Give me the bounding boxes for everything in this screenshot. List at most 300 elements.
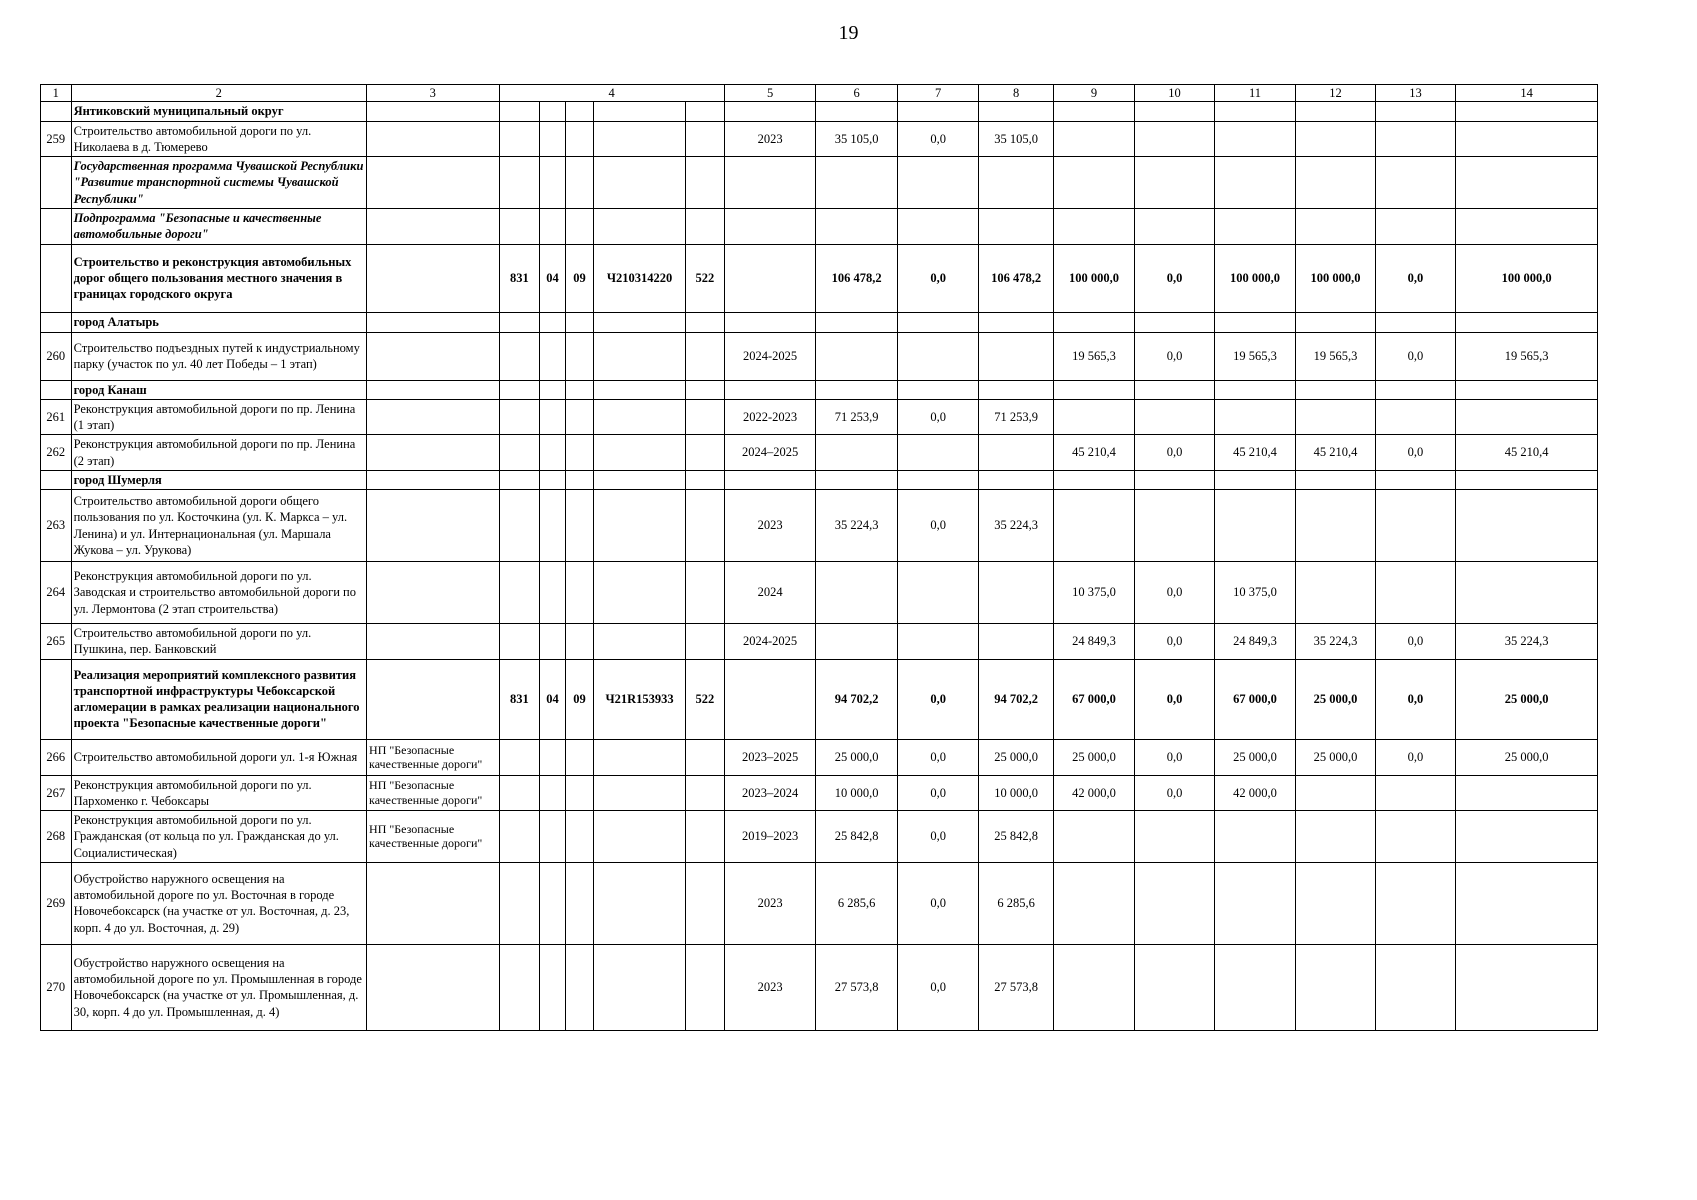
code-section [540, 490, 565, 562]
value-v8 [979, 562, 1053, 624]
code-expense-type [685, 490, 724, 562]
value-v9: 67 000,0 [1053, 659, 1135, 739]
value-v10: 0,0 [1135, 739, 1214, 775]
section-row [41, 470, 1598, 489]
value-v13 [1375, 562, 1455, 624]
value-v10: 0,0 [1135, 659, 1214, 739]
row-number [41, 659, 72, 739]
code-section [540, 624, 565, 660]
empty-cell [1375, 209, 1455, 245]
funding-source: НП "Безопасные качественные дороги" [367, 739, 499, 775]
row-number: 270 [41, 944, 72, 1030]
code-ministry [499, 490, 540, 562]
code-ministry [499, 435, 540, 471]
item-name: Реконструкция автомобильной дороги по пр. Ленина (1 этап) [71, 399, 366, 435]
funding-source [367, 659, 499, 739]
value-v14: 35 224,3 [1456, 624, 1598, 660]
value-v10 [1135, 811, 1214, 863]
item-name: Обустройство наружного освещения на автомобильной дороге по ул. Промышленная в городе Новочебоксарск (на участке от ул. Промышленная, д. 30, корп. 4 до ул. Промышленная, д. 4) [71, 944, 366, 1030]
value-v6: 71 253,9 [816, 399, 898, 435]
code-subsection [565, 399, 594, 435]
item-name: Строительство автомобильной дороги общего пользования по ул. Косточкина (ул. К. Маркса – ул. Ленина) и ул. Интернациональная (ул. Маршала Жукова – ул. Урукова) [71, 490, 366, 562]
value-v12 [1296, 399, 1375, 435]
code-expense-type [685, 562, 724, 624]
empty-cell [1135, 157, 1214, 209]
row-number: 269 [41, 862, 72, 944]
value-v7 [897, 435, 979, 471]
empty-cell [897, 312, 979, 332]
empty-cell [816, 102, 898, 121]
value-v14 [1456, 399, 1598, 435]
period: 2024-2025 [724, 332, 816, 380]
code-target-article: Ч210314220 [594, 244, 686, 312]
col-header: 1 [41, 85, 72, 102]
code-target-article [594, 775, 686, 811]
value-v11 [1214, 862, 1296, 944]
empty-cell [816, 157, 898, 209]
code-subsection [565, 944, 594, 1030]
value-v6: 25 000,0 [816, 739, 898, 775]
empty-cell [1135, 470, 1214, 489]
value-v13: 0,0 [1375, 435, 1455, 471]
code-section [540, 562, 565, 624]
value-v7: 0,0 [897, 775, 979, 811]
value-v13 [1375, 775, 1455, 811]
value-v14: 100 000,0 [1456, 244, 1598, 312]
col-header: 5 [724, 85, 816, 102]
empty-cell [1214, 157, 1296, 209]
empty-cell [565, 157, 594, 209]
period [724, 659, 816, 739]
code-section: 04 [540, 244, 565, 312]
row-number: 268 [41, 811, 72, 863]
col-header: 2 [71, 85, 366, 102]
funding-source [367, 121, 499, 157]
code-ministry [499, 739, 540, 775]
table-row [41, 399, 1598, 435]
empty-cell [565, 470, 594, 489]
empty-cell [979, 380, 1053, 399]
table-row [41, 435, 1598, 471]
row-number: 262 [41, 435, 72, 471]
code-subsection [565, 332, 594, 380]
empty-cell [1053, 157, 1135, 209]
empty-cell [499, 209, 540, 245]
table-row [41, 332, 1598, 380]
value-v9 [1053, 944, 1135, 1030]
code-section [540, 121, 565, 157]
empty-cell [499, 157, 540, 209]
code-expense-type [685, 811, 724, 863]
value-v14 [1456, 862, 1598, 944]
empty-cell [685, 312, 724, 332]
page-number: 19 [838, 22, 859, 44]
funding-source: НП "Безопасные качественные дороги" [367, 811, 499, 863]
empty-cell [540, 380, 565, 399]
value-v12: 19 565,3 [1296, 332, 1375, 380]
value-v10 [1135, 862, 1214, 944]
item-name: Строительство автомобильной дороги по ул. Николаева в д. Тюмерево [71, 121, 366, 157]
table-row [41, 490, 1598, 562]
period: 2023 [724, 121, 816, 157]
value-v12 [1296, 862, 1375, 944]
value-v13 [1375, 399, 1455, 435]
value-v10: 0,0 [1135, 562, 1214, 624]
code-expense-type [685, 775, 724, 811]
value-v14 [1456, 121, 1598, 157]
value-v11: 100 000,0 [1214, 244, 1296, 312]
value-v9: 45 210,4 [1053, 435, 1135, 471]
item-name: Строительство автомобильной дороги по ул. Пушкина, пер. Банковский [71, 624, 366, 660]
section-row [41, 102, 1598, 121]
aggregate-row [41, 244, 1598, 312]
empty-cell [1053, 470, 1135, 489]
table-body [41, 85, 1598, 1031]
code-expense-type [685, 435, 724, 471]
empty-cell [565, 102, 594, 121]
value-v8 [979, 332, 1053, 380]
empty-cell [897, 209, 979, 245]
funding-source [367, 490, 499, 562]
table-row [41, 739, 1598, 775]
row-number-cell [41, 157, 72, 209]
empty-cell [367, 312, 499, 332]
code-ministry [499, 775, 540, 811]
item-name: Строительство подъездных путей к индустриальному парку (участок по ул. 40 лет Победы – 1 этап) [71, 332, 366, 380]
code-target-article [594, 399, 686, 435]
value-v13: 0,0 [1375, 244, 1455, 312]
value-v9: 24 849,3 [1053, 624, 1135, 660]
value-v9: 19 565,3 [1053, 332, 1135, 380]
empty-cell [1375, 157, 1455, 209]
col-header: 12 [1296, 85, 1375, 102]
value-v12: 25 000,0 [1296, 739, 1375, 775]
empty-cell [499, 380, 540, 399]
col-header: 14 [1456, 85, 1598, 102]
empty-cell [724, 380, 816, 399]
empty-cell [1214, 312, 1296, 332]
empty-cell [685, 380, 724, 399]
value-v6 [816, 562, 898, 624]
row-number: 260 [41, 332, 72, 380]
empty-cell [540, 102, 565, 121]
funding-source [367, 862, 499, 944]
period: 2023 [724, 944, 816, 1030]
code-target-article: Ч21R153933 [594, 659, 686, 739]
empty-cell [897, 157, 979, 209]
value-v8: 25 842,8 [979, 811, 1053, 863]
empty-cell [1296, 157, 1375, 209]
period: 2024-2025 [724, 624, 816, 660]
value-v11 [1214, 399, 1296, 435]
value-v14: 25 000,0 [1456, 659, 1598, 739]
value-v8 [979, 624, 1053, 660]
value-v7: 0,0 [897, 811, 979, 863]
value-v12 [1296, 121, 1375, 157]
value-v13 [1375, 490, 1455, 562]
empty-cell [979, 157, 1053, 209]
col-header: 9 [1053, 85, 1135, 102]
value-v8: 10 000,0 [979, 775, 1053, 811]
value-v10: 0,0 [1135, 435, 1214, 471]
col-header: 4 [499, 85, 724, 102]
column-numbers-row [41, 85, 1598, 102]
row-number-cell [41, 209, 72, 245]
empty-cell [1214, 380, 1296, 399]
value-v6 [816, 332, 898, 380]
empty-cell [1456, 157, 1598, 209]
empty-cell [1296, 312, 1375, 332]
row-number-cell [41, 312, 72, 332]
empty-cell [724, 157, 816, 209]
value-v7 [897, 332, 979, 380]
code-expense-type [685, 121, 724, 157]
value-v12 [1296, 944, 1375, 1030]
table-row [41, 862, 1598, 944]
value-v6: 6 285,6 [816, 862, 898, 944]
empty-cell [565, 380, 594, 399]
empty-cell [594, 209, 686, 245]
value-v6: 35 105,0 [816, 121, 898, 157]
value-v11 [1214, 944, 1296, 1030]
code-target-article [594, 811, 686, 863]
empty-cell [1296, 380, 1375, 399]
value-v10 [1135, 399, 1214, 435]
aggregate-row [41, 659, 1598, 739]
code-section [540, 775, 565, 811]
empty-cell [367, 380, 499, 399]
section-title: город Алатырь [71, 312, 366, 332]
empty-cell [1456, 209, 1598, 245]
code-section [540, 739, 565, 775]
period [724, 244, 816, 312]
empty-cell [979, 470, 1053, 489]
row-number: 266 [41, 739, 72, 775]
period: 2023 [724, 490, 816, 562]
empty-cell [594, 380, 686, 399]
value-v12: 35 224,3 [1296, 624, 1375, 660]
code-ministry [499, 862, 540, 944]
empty-cell [1135, 102, 1214, 121]
value-v8: 106 478,2 [979, 244, 1053, 312]
value-v6: 25 842,8 [816, 811, 898, 863]
empty-cell [367, 102, 499, 121]
value-v11: 19 565,3 [1214, 332, 1296, 380]
value-v6 [816, 624, 898, 660]
code-ministry: 831 [499, 244, 540, 312]
value-v10 [1135, 944, 1214, 1030]
value-v8: 27 573,8 [979, 944, 1053, 1030]
value-v9 [1053, 121, 1135, 157]
empty-cell [367, 209, 499, 245]
empty-cell [540, 312, 565, 332]
code-target-article [594, 435, 686, 471]
empty-cell [816, 380, 898, 399]
value-v14 [1456, 811, 1598, 863]
value-v7: 0,0 [897, 244, 979, 312]
funding-source [367, 332, 499, 380]
program-title: Подпрограмма "Безопасные и качественные автомобильные дороги" [71, 209, 366, 245]
value-v11: 67 000,0 [1214, 659, 1296, 739]
value-v8: 71 253,9 [979, 399, 1053, 435]
empty-cell [685, 157, 724, 209]
empty-cell [816, 312, 898, 332]
empty-cell [685, 102, 724, 121]
value-v13: 0,0 [1375, 332, 1455, 380]
item-name: Обустройство наружного освещения на автомобильной дороге по ул. Восточная в городе Новочебоксарск (на участке от ул. Восточная, д. 23, корп. 4 до ул. Восточная, д. 29) [71, 862, 366, 944]
value-v6: 10 000,0 [816, 775, 898, 811]
empty-cell [1296, 102, 1375, 121]
col-header: 10 [1135, 85, 1214, 102]
section-title: Янтиковский муниципальный округ [71, 102, 366, 121]
value-v6 [816, 435, 898, 471]
table-row [41, 121, 1598, 157]
value-v9 [1053, 862, 1135, 944]
empty-cell [1053, 312, 1135, 332]
code-ministry [499, 399, 540, 435]
value-v7: 0,0 [897, 121, 979, 157]
row-number: 263 [41, 490, 72, 562]
value-v10: 0,0 [1135, 775, 1214, 811]
code-subsection [565, 435, 594, 471]
empty-cell [594, 312, 686, 332]
empty-cell [1456, 380, 1598, 399]
code-section [540, 332, 565, 380]
empty-cell [594, 470, 686, 489]
table-row [41, 624, 1598, 660]
code-ministry [499, 624, 540, 660]
empty-cell [594, 157, 686, 209]
value-v9 [1053, 399, 1135, 435]
value-v7: 0,0 [897, 399, 979, 435]
value-v9: 42 000,0 [1053, 775, 1135, 811]
value-v13 [1375, 944, 1455, 1030]
code-target-article [594, 332, 686, 380]
code-target-article [594, 624, 686, 660]
period: 2024 [724, 562, 816, 624]
value-v7: 0,0 [897, 659, 979, 739]
col-header: 7 [897, 85, 979, 102]
value-v9: 100 000,0 [1053, 244, 1135, 312]
code-ministry [499, 944, 540, 1030]
col-header: 6 [816, 85, 898, 102]
empty-cell [979, 312, 1053, 332]
value-v10 [1135, 121, 1214, 157]
value-v11: 42 000,0 [1214, 775, 1296, 811]
empty-cell [565, 312, 594, 332]
value-v6: 35 224,3 [816, 490, 898, 562]
empty-cell [897, 102, 979, 121]
col-header: 3 [367, 85, 499, 102]
item-name: Реконструкция автомобильной дороги по пр. Ленина (2 этап) [71, 435, 366, 471]
code-ministry [499, 332, 540, 380]
value-v13: 0,0 [1375, 624, 1455, 660]
code-target-article [594, 490, 686, 562]
section-row [41, 380, 1598, 399]
code-expense-type [685, 944, 724, 1030]
value-v12: 100 000,0 [1296, 244, 1375, 312]
code-subsection: 09 [565, 659, 594, 739]
section-title: город Канаш [71, 380, 366, 399]
item-name: Строительство автомобильной дороги ул. 1-я Южная [71, 739, 366, 775]
value-v11: 24 849,3 [1214, 624, 1296, 660]
value-v13 [1375, 862, 1455, 944]
empty-cell [540, 209, 565, 245]
empty-cell [1214, 209, 1296, 245]
code-expense-type [685, 332, 724, 380]
empty-cell [1296, 209, 1375, 245]
code-expense-type: 522 [685, 244, 724, 312]
code-section [540, 811, 565, 863]
empty-cell [685, 209, 724, 245]
value-v10 [1135, 490, 1214, 562]
item-name: Реконструкция автомобильной дороги по ул. Пархоменко г. Чебоксары [71, 775, 366, 811]
row-number-cell [41, 470, 72, 489]
empty-cell [1053, 102, 1135, 121]
empty-cell [897, 380, 979, 399]
period: 2024–2025 [724, 435, 816, 471]
value-v7 [897, 624, 979, 660]
value-v14: 19 565,3 [1456, 332, 1598, 380]
program-title: Государственная программа Чувашской Республики "Развитие транспортной системы Чувашской Республики" [71, 157, 366, 209]
funding-source [367, 435, 499, 471]
value-v11: 45 210,4 [1214, 435, 1296, 471]
empty-cell [897, 470, 979, 489]
period: 2023–2025 [724, 739, 816, 775]
code-ministry [499, 562, 540, 624]
value-v14 [1456, 944, 1598, 1030]
funding-source: НП "Безопасные качественные дороги" [367, 775, 499, 811]
value-v8 [979, 435, 1053, 471]
table-row [41, 944, 1598, 1030]
funding-source [367, 562, 499, 624]
value-v6: 106 478,2 [816, 244, 898, 312]
item-name: Реконструкция автомобильной дороги по ул. Заводская и строительство автомобильной дороги по ул. Лермонтова (2 этап строительства) [71, 562, 366, 624]
value-v14 [1456, 562, 1598, 624]
code-subsection [565, 624, 594, 660]
empty-cell [1135, 312, 1214, 332]
empty-cell [1135, 209, 1214, 245]
code-section: 04 [540, 659, 565, 739]
col-header: 8 [979, 85, 1053, 102]
code-subsection [565, 811, 594, 863]
empty-cell [724, 102, 816, 121]
funding-source [367, 399, 499, 435]
empty-cell [367, 157, 499, 209]
code-subsection [565, 862, 594, 944]
code-subsection [565, 562, 594, 624]
value-v10: 0,0 [1135, 244, 1214, 312]
item-name: Реализация мероприятий комплексного развития транспортной инфраструктуры Чебоксарской агломерации в рамках реализации национального проекта "Безопасные качественные дороги" [71, 659, 366, 739]
value-v11: 10 375,0 [1214, 562, 1296, 624]
program-row [41, 157, 1598, 209]
row-number: 261 [41, 399, 72, 435]
value-v9 [1053, 811, 1135, 863]
empty-cell [565, 209, 594, 245]
empty-cell [816, 470, 898, 489]
empty-cell [499, 102, 540, 121]
value-v12: 45 210,4 [1296, 435, 1375, 471]
table-row [41, 775, 1598, 811]
code-subsection [565, 775, 594, 811]
period: 2022-2023 [724, 399, 816, 435]
empty-cell [1214, 102, 1296, 121]
col-header: 13 [1375, 85, 1455, 102]
empty-cell [499, 312, 540, 332]
value-v8: 35 224,3 [979, 490, 1053, 562]
value-v14 [1456, 775, 1598, 811]
funding-source [367, 624, 499, 660]
